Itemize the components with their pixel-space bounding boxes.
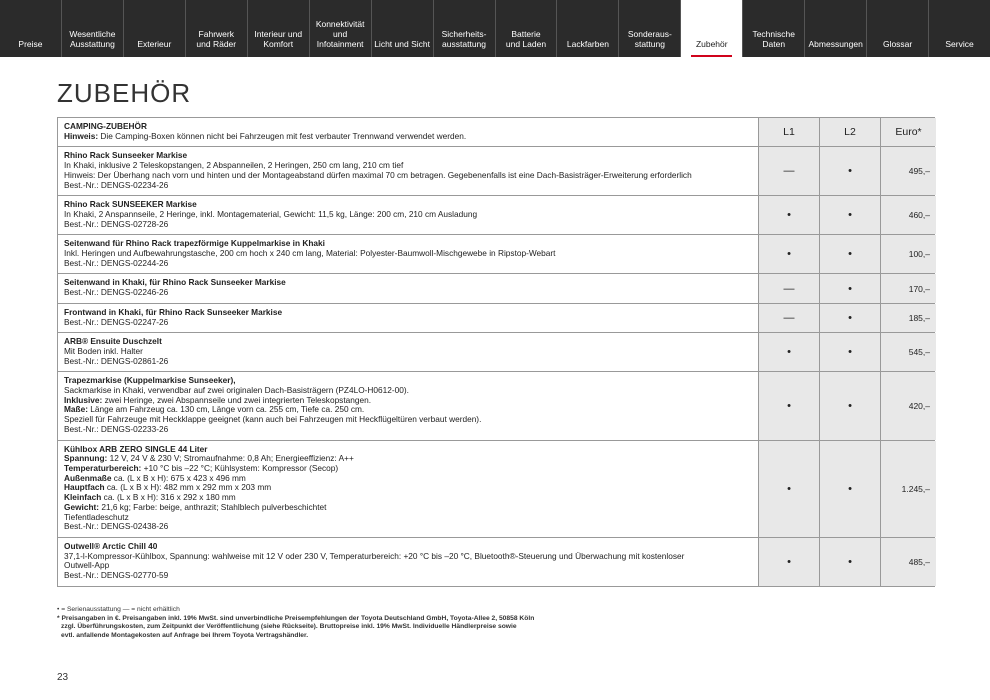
plain-text: Hinweis: Der Überhang nach vorn und hinten und der Montageabstand dürfen maximal 70 cm betragen. Gegebenenfalls ist eine Dach-Basisträger-Erweiterung erforderlich — [64, 169, 692, 180]
footer-notes — [57, 606, 534, 640]
plain-text: Best.-Nr.: DENGS-02244-26 — [64, 257, 169, 268]
plain-text: Best.-Nr.: DENGS-02728-26 — [64, 218, 169, 229]
bold-text: ARB® Ensuite Duschzelt — [64, 336, 162, 347]
plain-text: Tiefentladeschutz — [64, 511, 129, 522]
description-line — [64, 288, 752, 298]
item-description — [58, 235, 758, 273]
price-cell: 485,– — [880, 538, 936, 586]
plain-text: Best.-Nr.: DENGS-02861-26 — [64, 355, 169, 366]
plain-text: zwei Heringe, zwei Abspannseile und zwei integrierten Teleskopstangen. — [102, 394, 372, 405]
bold-text: Spannung: — [64, 453, 108, 464]
price-cell: 495,– — [880, 147, 936, 195]
bold-text: Frontwand in Khaki, für Rhino Rack Sunseeker Markise — [64, 306, 283, 317]
availability-l2: • — [819, 235, 880, 273]
table-header-desc — [58, 118, 758, 146]
bold-text: Outwell® Arctic Chill 40 — [64, 540, 158, 551]
availability-l1: • — [758, 372, 819, 439]
description-line — [64, 503, 752, 513]
bold-text: Gewicht: — [64, 501, 100, 512]
item-description — [58, 304, 758, 332]
bold-text: Kleinfach — [64, 492, 102, 503]
table-row — [58, 537, 934, 586]
table-row — [58, 195, 934, 234]
plain-text: Best.-Nr.: DENGS-02438-26 — [64, 521, 169, 532]
availability-l2: • — [819, 147, 880, 195]
section-note: Hinweis: Die Camping-Boxen können nicht bei Fahrzeugen mit fest verbauter Trennwand verwendet werden. — [64, 130, 467, 141]
plain-text: Best.-Nr.: DENGS-02233-26 — [64, 423, 169, 434]
table-row — [58, 371, 934, 439]
nav-tab[interactable]: Service — [945, 39, 974, 49]
availability-l1: — — [758, 304, 819, 332]
nav-tab[interactable]: Preise — [0, 0, 62, 57]
section-nav — [0, 0, 990, 57]
bold-text: Seitenwand für Rhino Rack trapezförmige Kuppelmarkise in Khaki — [64, 238, 325, 249]
footer-note: zzgl. Überführungskosten, zum Zeitpunkt der Veröffentlichung (siehe Rückseite). Bruttopreise inkl. 19% MwSt. Individuelle Händlerpreise sowie — [61, 623, 517, 631]
availability-l1: • — [758, 235, 819, 273]
price-cell: 460,– — [880, 196, 936, 234]
availability-l1: • — [758, 441, 819, 537]
price-cell: 1.245,– — [880, 441, 936, 537]
nav-tab[interactable]: Interieur und Komfort — [248, 0, 310, 57]
item-description — [58, 538, 758, 586]
price-cell: 545,– — [880, 333, 936, 371]
price-cell: 185,– — [880, 304, 936, 332]
table-row — [58, 332, 934, 371]
plain-text: ca. (L x B x H): 675 x 423 x 496 mm — [111, 472, 246, 483]
availability-l2: • — [819, 274, 880, 302]
price-cell: 170,– — [880, 274, 936, 302]
bold-text: Inklusive: — [64, 394, 103, 405]
description-line — [64, 425, 752, 435]
description-line — [64, 552, 752, 562]
availability-l1: • — [758, 196, 819, 234]
accessories-table — [57, 117, 935, 587]
description-line — [64, 357, 752, 367]
description-line — [64, 318, 752, 328]
nav-tab[interactable]: Abmessungen — [805, 0, 867, 57]
nav-tab[interactable]: Sicherheits- ausstattung — [434, 0, 496, 57]
plain-text: 37,1-l-Kompressor-Kühlbox, Spannung: wahlweise mit 12 V oder 230 V, Temperaturbereich: +20 °C bis –20 °C, Bluetooth®-Steuerung und Überwachung mit kostenloser — [64, 550, 685, 561]
bold-text: Rhino Rack Sunseeker Markise — [64, 150, 188, 161]
nav-tab[interactable]: Batterie und Laden — [496, 0, 558, 57]
bold-text: Seitenwand in Khaki, für Rhino Rack Sunseeker Markise — [64, 277, 286, 288]
description-line — [64, 571, 752, 581]
plain-text: Best.-Nr.: DENGS-02247-26 — [64, 316, 169, 327]
table-row — [58, 440, 934, 537]
availability-l2: • — [819, 333, 880, 371]
price-cell: 100,– — [880, 235, 936, 273]
item-description — [58, 441, 758, 537]
availability-l1: — — [758, 147, 819, 195]
plain-text: Mit Boden inkl. Halter — [64, 345, 143, 356]
bold-text: Temperaturbereich: — [64, 462, 142, 473]
plain-text: Best.-Nr.: DENGS-02234-26 — [64, 179, 169, 190]
item-description — [58, 196, 758, 234]
bold-text: Außenmaße — [64, 472, 112, 483]
availability-l2: • — [819, 538, 880, 586]
plain-text: Sackmarkise in Khaki, verwendbar auf zwei originalen Dach-Basisträgern (PZ4LO-H0612-00). — [64, 385, 409, 396]
plain-text: Best.-Nr.: DENGS-02770-59 — [64, 570, 169, 581]
plain-text: In Khaki, 2 Anspannseile, 2 Heringe, inkl. Montagematerial, Gewicht: 11,5 kg, Länge: 200 cm, 210 cm Ausladung — [64, 208, 478, 219]
nav-tab[interactable]: Konnektivität und Infotainment — [310, 0, 372, 57]
section-heading: CAMPING-ZUBEHÖR — [64, 121, 147, 131]
plain-text: Outwell-App — [64, 560, 110, 571]
plain-text: Inkl. Heringen und Aufbewahrungstasche, 200 cm hoch x 240 cm lang, Material: Polyester-Baumwoll-Mischgewebe in Ripstop-Webart — [64, 248, 556, 259]
table-row — [58, 234, 934, 273]
plain-text: Best.-Nr.: DENGS-02246-26 — [64, 287, 169, 298]
plain-text: Speziell für Fahrzeuge mit Heckklappe geeignet (kann auch bei Fahrzeugen mit Heckflügeltüren verbaut werden). — [64, 414, 482, 425]
item-description — [58, 333, 758, 371]
availability-l1: — — [758, 274, 819, 302]
bold-text: Hauptfach — [64, 482, 105, 493]
availability-l2: • — [819, 441, 880, 537]
bold-text: Kühlbox ARB ZERO SINGLE 44 Liter — [64, 443, 208, 454]
description-line — [64, 220, 752, 230]
page-title: ZUBEHÖR — [57, 78, 192, 108]
price-cell: 420,– — [880, 372, 936, 439]
footer-legend: • = Serienausstattung — = nicht erhältlich — [57, 606, 180, 613]
plain-text: +10 °C bis –22 °C; Kühlsystem: Kompressor (Secop) — [141, 462, 339, 473]
nav-tab[interactable]: Licht und Sicht — [372, 0, 434, 57]
footer-note: evtl. anfallende Montagekosten auf Anfrage bei Ihrem Toyota Vertragshändler. — [61, 631, 309, 639]
nav-tab[interactable]: Exterieur — [124, 0, 186, 57]
plain-text: 21,6 kg; Farbe: beige, anthrazit; Stahlblech pulverbeschichtet — [99, 501, 327, 512]
nav-tab[interactable]: Fahrwerk und Räder — [186, 0, 248, 57]
availability-l2: • — [819, 372, 880, 439]
description-line — [64, 259, 752, 269]
item-description — [58, 274, 758, 302]
column-header-l1: L1 — [758, 118, 819, 146]
plain-text: 12 V, 24 V & 230 V; Stromaufnahme: 0,8 Ah; Energieeffizienz: A++ — [107, 453, 354, 464]
column-header-price: Euro* — [880, 118, 936, 146]
plain-text: Länge am Fahrzeug ca. 130 cm, Länge vorn ca. 255 cm, Tiefe ca. 250 cm. — [87, 404, 365, 415]
availability-l2: • — [819, 196, 880, 234]
description-line — [64, 337, 752, 347]
bold-text: Rhino Rack SUNSEEKER Markise — [64, 199, 197, 210]
column-header-l2: L2 — [819, 118, 880, 146]
bold-text: Maße: — [64, 404, 88, 415]
availability-l1: • — [758, 333, 819, 371]
nav-tab[interactable]: Wesentliche Ausstattung — [62, 0, 124, 57]
description-line — [64, 181, 752, 191]
item-description — [58, 372, 758, 439]
nav-tab[interactable]: Technische Daten — [743, 0, 805, 57]
nav-tab[interactable]: Glossar — [867, 0, 929, 57]
plain-text: In Khaki, inklusive 2 Teleskopstangen, 2 Abspanneilen, 2 Heringen, 250 cm lang, 210 cm tief — [64, 160, 404, 171]
plain-text: ca. (L x B x H): 482 mm x 292 mm x 203 mm — [104, 482, 272, 493]
table-row — [58, 303, 934, 332]
table-row — [58, 273, 934, 302]
plain-text: ca. (L x B x H): 316 x 292 x 180 mm — [101, 492, 236, 503]
table-row — [58, 146, 934, 195]
bold-text: Trapezmarkise (Kuppelmarkise Sunseeker), — [64, 375, 236, 386]
item-description — [58, 147, 758, 195]
table-header-row — [58, 118, 934, 146]
availability-l1: • — [758, 538, 819, 586]
footer-note: * Preisangaben in €. Preisangaben inkl. 19% MwSt. sind unverbindliche Preisempfehlungen der Toyota Deutschland GmbH, Toyota-Allee 2, 50858 Köln — [57, 614, 535, 622]
description-line — [64, 522, 752, 532]
availability-l2: • — [819, 304, 880, 332]
page-number: 23 — [57, 672, 69, 683]
nav-tab[interactable]: Zubehör — [681, 0, 743, 57]
nav-tab[interactable]: Lackfarben — [557, 0, 619, 57]
nav-tab[interactable]: Sonderaus- stattung — [619, 0, 681, 57]
